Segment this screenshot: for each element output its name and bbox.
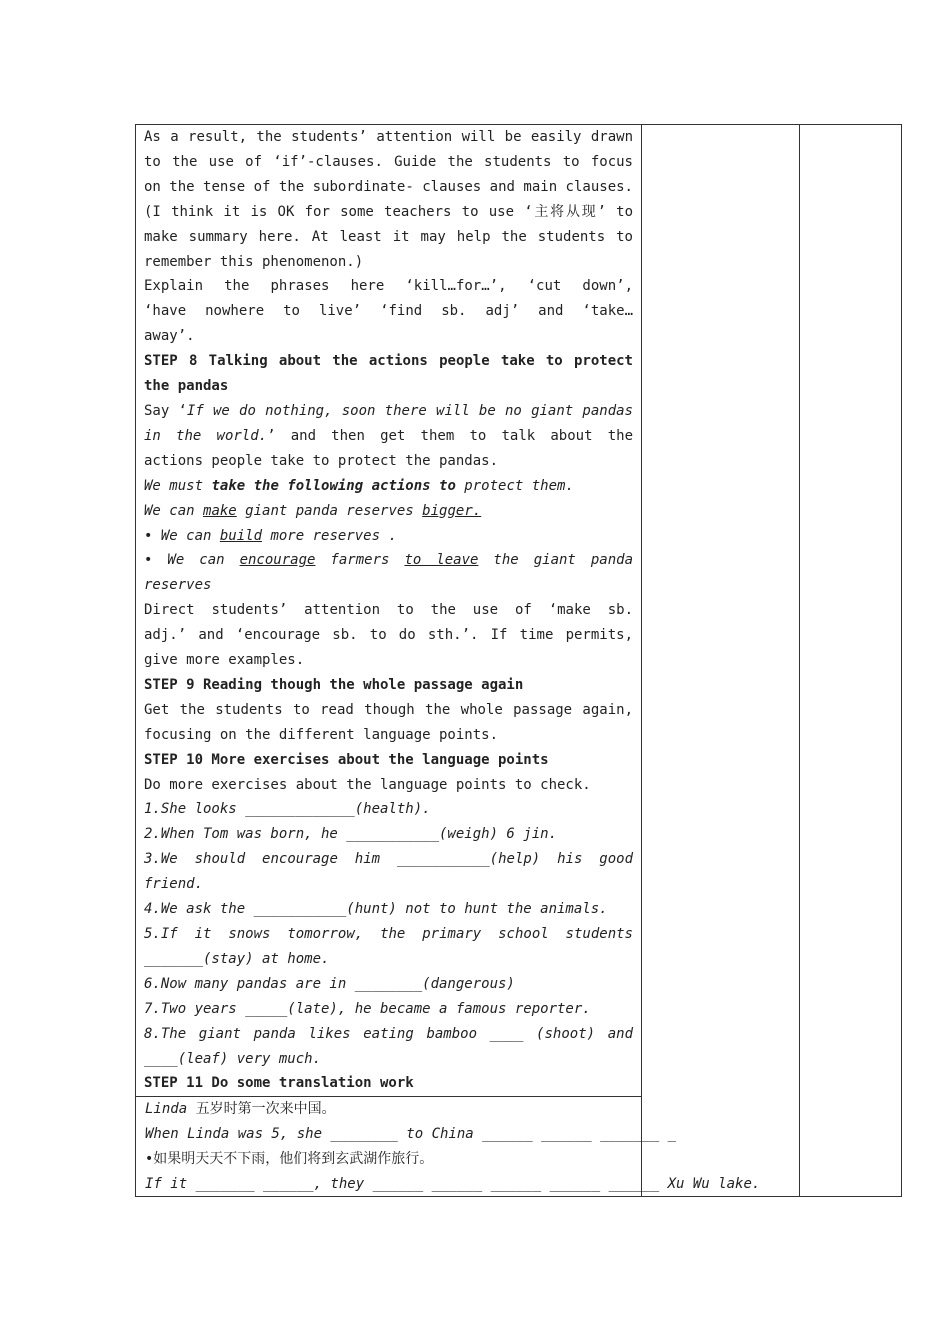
translation-line: When Linda was 5, she ________ to China ______ ______ _______ _ — [145, 1125, 677, 1142]
exercise-item: 6.Now many pandas are in ________(dangerous) — [144, 975, 515, 992]
text-line: Do more exercises about the language points to check. — [144, 776, 591, 793]
underlined-word: build — [219, 527, 263, 544]
text-line: give more examples. — [144, 652, 305, 669]
exercise-item: 4.We ask the ___________(hunt) not to hunt the animals. — [144, 901, 608, 918]
underlined-word: encourage — [239, 552, 316, 569]
text-line: adj.’ and ‘encourage sb. to do sth.’. If time permits, — [144, 627, 633, 644]
step-10-heading: STEP 10 More exercises about the language points — [144, 751, 549, 768]
text-line: focusing on the different language points. — [144, 726, 499, 743]
text-line: ‘have nowhere to live’ ‘find sb. adj’ and ‘take… — [144, 303, 633, 320]
text-line: away’. — [144, 328, 195, 345]
underlined-word: make — [203, 502, 237, 519]
exercise-item: _______(stay) at home. — [144, 950, 330, 967]
text: • We can — [144, 552, 240, 569]
text-line: actions people take to protect the pandas. — [144, 452, 499, 469]
bold-phrase: take the following actions to — [211, 477, 456, 494]
text-line: Explain the phrases here ‘kill…for…’, ‘cut down’, — [144, 278, 633, 295]
text-line: Get the students to read though the whole passage again, — [144, 701, 633, 718]
text: We must — [144, 477, 212, 494]
procedure-cell — [144, 125, 633, 1096]
step-9-heading: STEP 9 Reading though the whole passage again — [144, 676, 524, 693]
underlined-word: to leave — [404, 552, 479, 569]
quote-italic: in the world. — [144, 427, 268, 444]
text-line — [144, 424, 633, 449]
step-8-heading-cont: the pandas — [144, 378, 229, 395]
exercise-item: 1.She looks _____________(health). — [144, 801, 431, 818]
text: protect them. — [455, 477, 574, 494]
example-line — [144, 499, 633, 524]
text-line — [144, 399, 633, 424]
translation-line — [145, 1097, 795, 1122]
text: farmers — [315, 552, 405, 569]
exercise-item: 7.Two years _____(late), he became a famous reporter. — [144, 1000, 591, 1017]
exercise-item: 5.If it snows tomorrow, the primary school students — [144, 926, 633, 942]
text: the giant panda — [478, 552, 634, 569]
column-divider-2 — [799, 124, 800, 1197]
text-line: make summary here. At least it may help the students to — [144, 228, 633, 245]
column-divider-1 — [641, 124, 642, 1197]
exercise-item: friend. — [144, 876, 204, 893]
text: • We can — [144, 527, 220, 544]
text-line: remember this phenomenon.) — [144, 253, 364, 270]
translation-box — [145, 1097, 795, 1197]
quote-italic: If we do nothing, soon there will be no giant pandas — [186, 402, 633, 419]
text-line: As a result, the students’ attention will be easily drawn — [144, 129, 633, 145]
example-line — [144, 548, 633, 573]
example-line — [144, 524, 633, 549]
text: ’ and then get them to talk about the — [267, 427, 633, 444]
text: giant panda reserves — [236, 502, 423, 519]
underlined-word: bigger. — [422, 502, 482, 519]
exercise-item: 2.When Tom was born, he ___________(weigh) 6 jin. — [144, 826, 558, 843]
translation-line: If it _______ ______, they ______ ______ ______ ______ ______ Xu Wu lake. — [145, 1175, 761, 1192]
text: We can — [144, 502, 204, 519]
step-11-heading: STEP 11 Do some translation work — [144, 1075, 414, 1092]
example-line — [144, 474, 633, 499]
text-line: to the use of ‘if’-clauses. Guide the students to focus — [144, 153, 633, 170]
text: Linda — [145, 1101, 196, 1117]
chinese-text: •如果明天天不下雨，他们将到玄武湖作旅行。 — [145, 1150, 434, 1167]
example-line: reserves — [144, 577, 212, 594]
chinese-text: 五岁时第一次来中国。 — [195, 1101, 336, 1117]
text-line: on the tense of the subordinate- clauses and main clauses. — [144, 178, 633, 195]
exercise-item: 3.We should encourage him ___________(help) his good — [144, 851, 633, 868]
text-line: Direct students’ attention to the use of ‘make sb. — [144, 602, 633, 619]
text: Say ‘ — [144, 402, 187, 419]
text-line: (I think it is OK for some teachers to use ‘主将从现’ to — [144, 203, 633, 220]
exercise-item: ____(leaf) very much. — [144, 1050, 322, 1067]
exercise-item: 8.The giant panda likes eating bamboo ____ (shoot) and — [144, 1025, 633, 1042]
step-8-heading: STEP 8 Talking about the actions people take to protect — [144, 353, 633, 370]
text: more reserves . — [262, 527, 397, 544]
